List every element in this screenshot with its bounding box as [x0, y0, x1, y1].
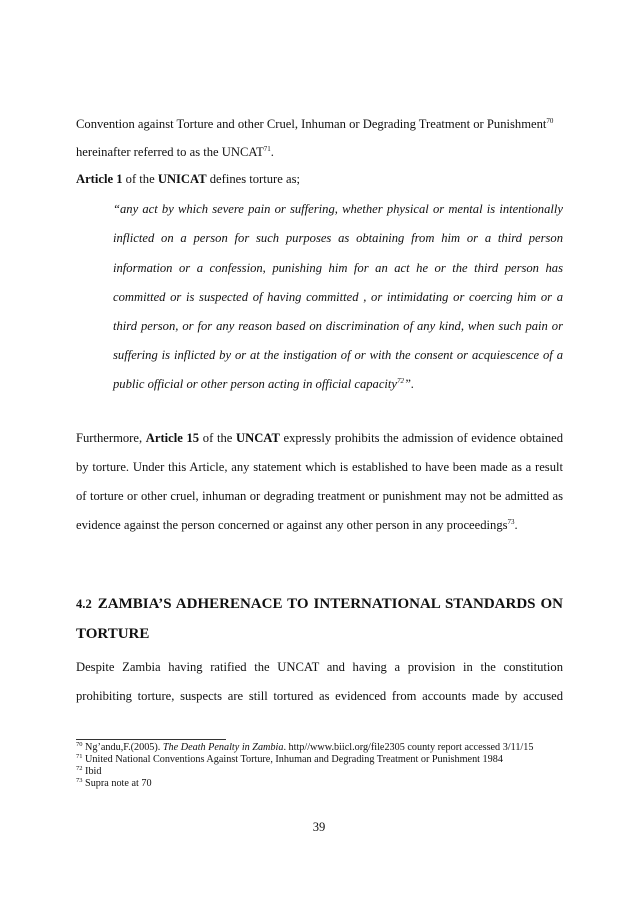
quote-line: inflicted on a person for such purposes as obtaining from him or a third person: [113, 231, 563, 245]
text-segment: Ibid: [82, 766, 102, 777]
text-segment: Supra note at 70: [82, 778, 152, 789]
section-heading: [76, 596, 563, 613]
footnote: [76, 742, 533, 754]
paragraph-line: [76, 144, 563, 160]
footnote: [76, 778, 152, 790]
footnote-ref[interactable]: 73: [507, 518, 515, 526]
footnote-ref[interactable]: 70: [546, 117, 554, 125]
section-title: ZAMBIA’S ADHERENACE TO INTERNATIONAL STANDARDS ON: [97, 596, 563, 612]
text-segment: Ng’andu,F.(2005).: [82, 742, 163, 753]
footnote-number: 72: [76, 765, 83, 772]
footnote: [76, 754, 503, 766]
section-heading-cont: TORTURE: [76, 626, 150, 642]
quote-line: suffering is inflicted by or at the instigation of or with the consent or acquiescence of a: [113, 348, 563, 362]
text-segment: ”.: [404, 377, 415, 391]
text-segment: public official or other person acting in official capacity: [113, 377, 398, 391]
text-segment: .: [270, 145, 274, 159]
footnote-number: 71: [76, 753, 83, 760]
paragraph-line: [76, 171, 563, 187]
paragraph-line: [76, 517, 563, 533]
footnote-number: 73: [76, 777, 83, 784]
text-segment: expressly prohibits the admission of evidence obtained: [279, 431, 563, 445]
convention-acronym: UNCAT: [236, 431, 280, 445]
cited-title: The Death Penalty in Zambia: [162, 742, 284, 753]
paragraph-line: [76, 116, 563, 132]
convention-acronym: UNICAT: [157, 172, 207, 186]
quote-line: “any act by which severe pain or suffering, whether physical or mental is intentionally: [113, 202, 563, 216]
paragraph-line: [76, 430, 563, 446]
footnote-ref[interactable]: 71: [263, 145, 271, 153]
text-segment: of the: [122, 172, 158, 186]
text-segment: defines torture as;: [206, 172, 300, 186]
article-ref: Article 15: [145, 431, 200, 445]
text-segment: Furthermore,: [76, 431, 146, 445]
quote-line: committed or is suspected of having committed , or intimidating or coercing him or a: [113, 290, 563, 304]
paragraph-line: by torture. Under this Article, any statement which is established to have been made as a result: [76, 460, 563, 474]
text-segment: evidence against the person concerned or against any other person in any proceedings: [76, 518, 508, 532]
footnote-ref[interactable]: 72: [397, 377, 405, 385]
quote-line: information or a confession, punishing him for an act he or the third person has: [113, 261, 563, 275]
page-number: 39: [312, 820, 326, 834]
article-ref: Article 1: [76, 172, 123, 186]
text-segment: United National Conventions Against Torture, Inhuman and Degrading Treatment or Punishment 1984: [82, 754, 503, 765]
paragraph-line: prohibiting torture, suspects are still tortured as evidenced from accounts made by accused: [76, 689, 563, 703]
paragraph-line: of torture or other cruel, inhuman or degrading treatment or punishment may not be admitted as: [76, 489, 563, 503]
footnote-number: 70: [76, 741, 83, 748]
footnote-separator: [76, 739, 226, 740]
text-segment: of the: [199, 431, 237, 445]
quote-line: [113, 376, 563, 392]
text-segment: hereinafter referred to as the UNCAT: [76, 145, 264, 159]
text-segment: . http//www.biicl.org/file2305 county report accessed 3/11/15: [283, 742, 534, 753]
paragraph-line: Despite Zambia having ratified the UNCAT and having a provision in the constitution: [76, 660, 563, 674]
text-segment: .: [514, 518, 518, 532]
quote-line: third person, or for any reason based on discrimination of any kind, when such pain or: [113, 319, 563, 333]
text-segment: Convention against Torture and other Cruel, Inhuman or Degrading Treatment or Punishment: [76, 117, 547, 131]
section-number: 4.2: [76, 597, 92, 611]
